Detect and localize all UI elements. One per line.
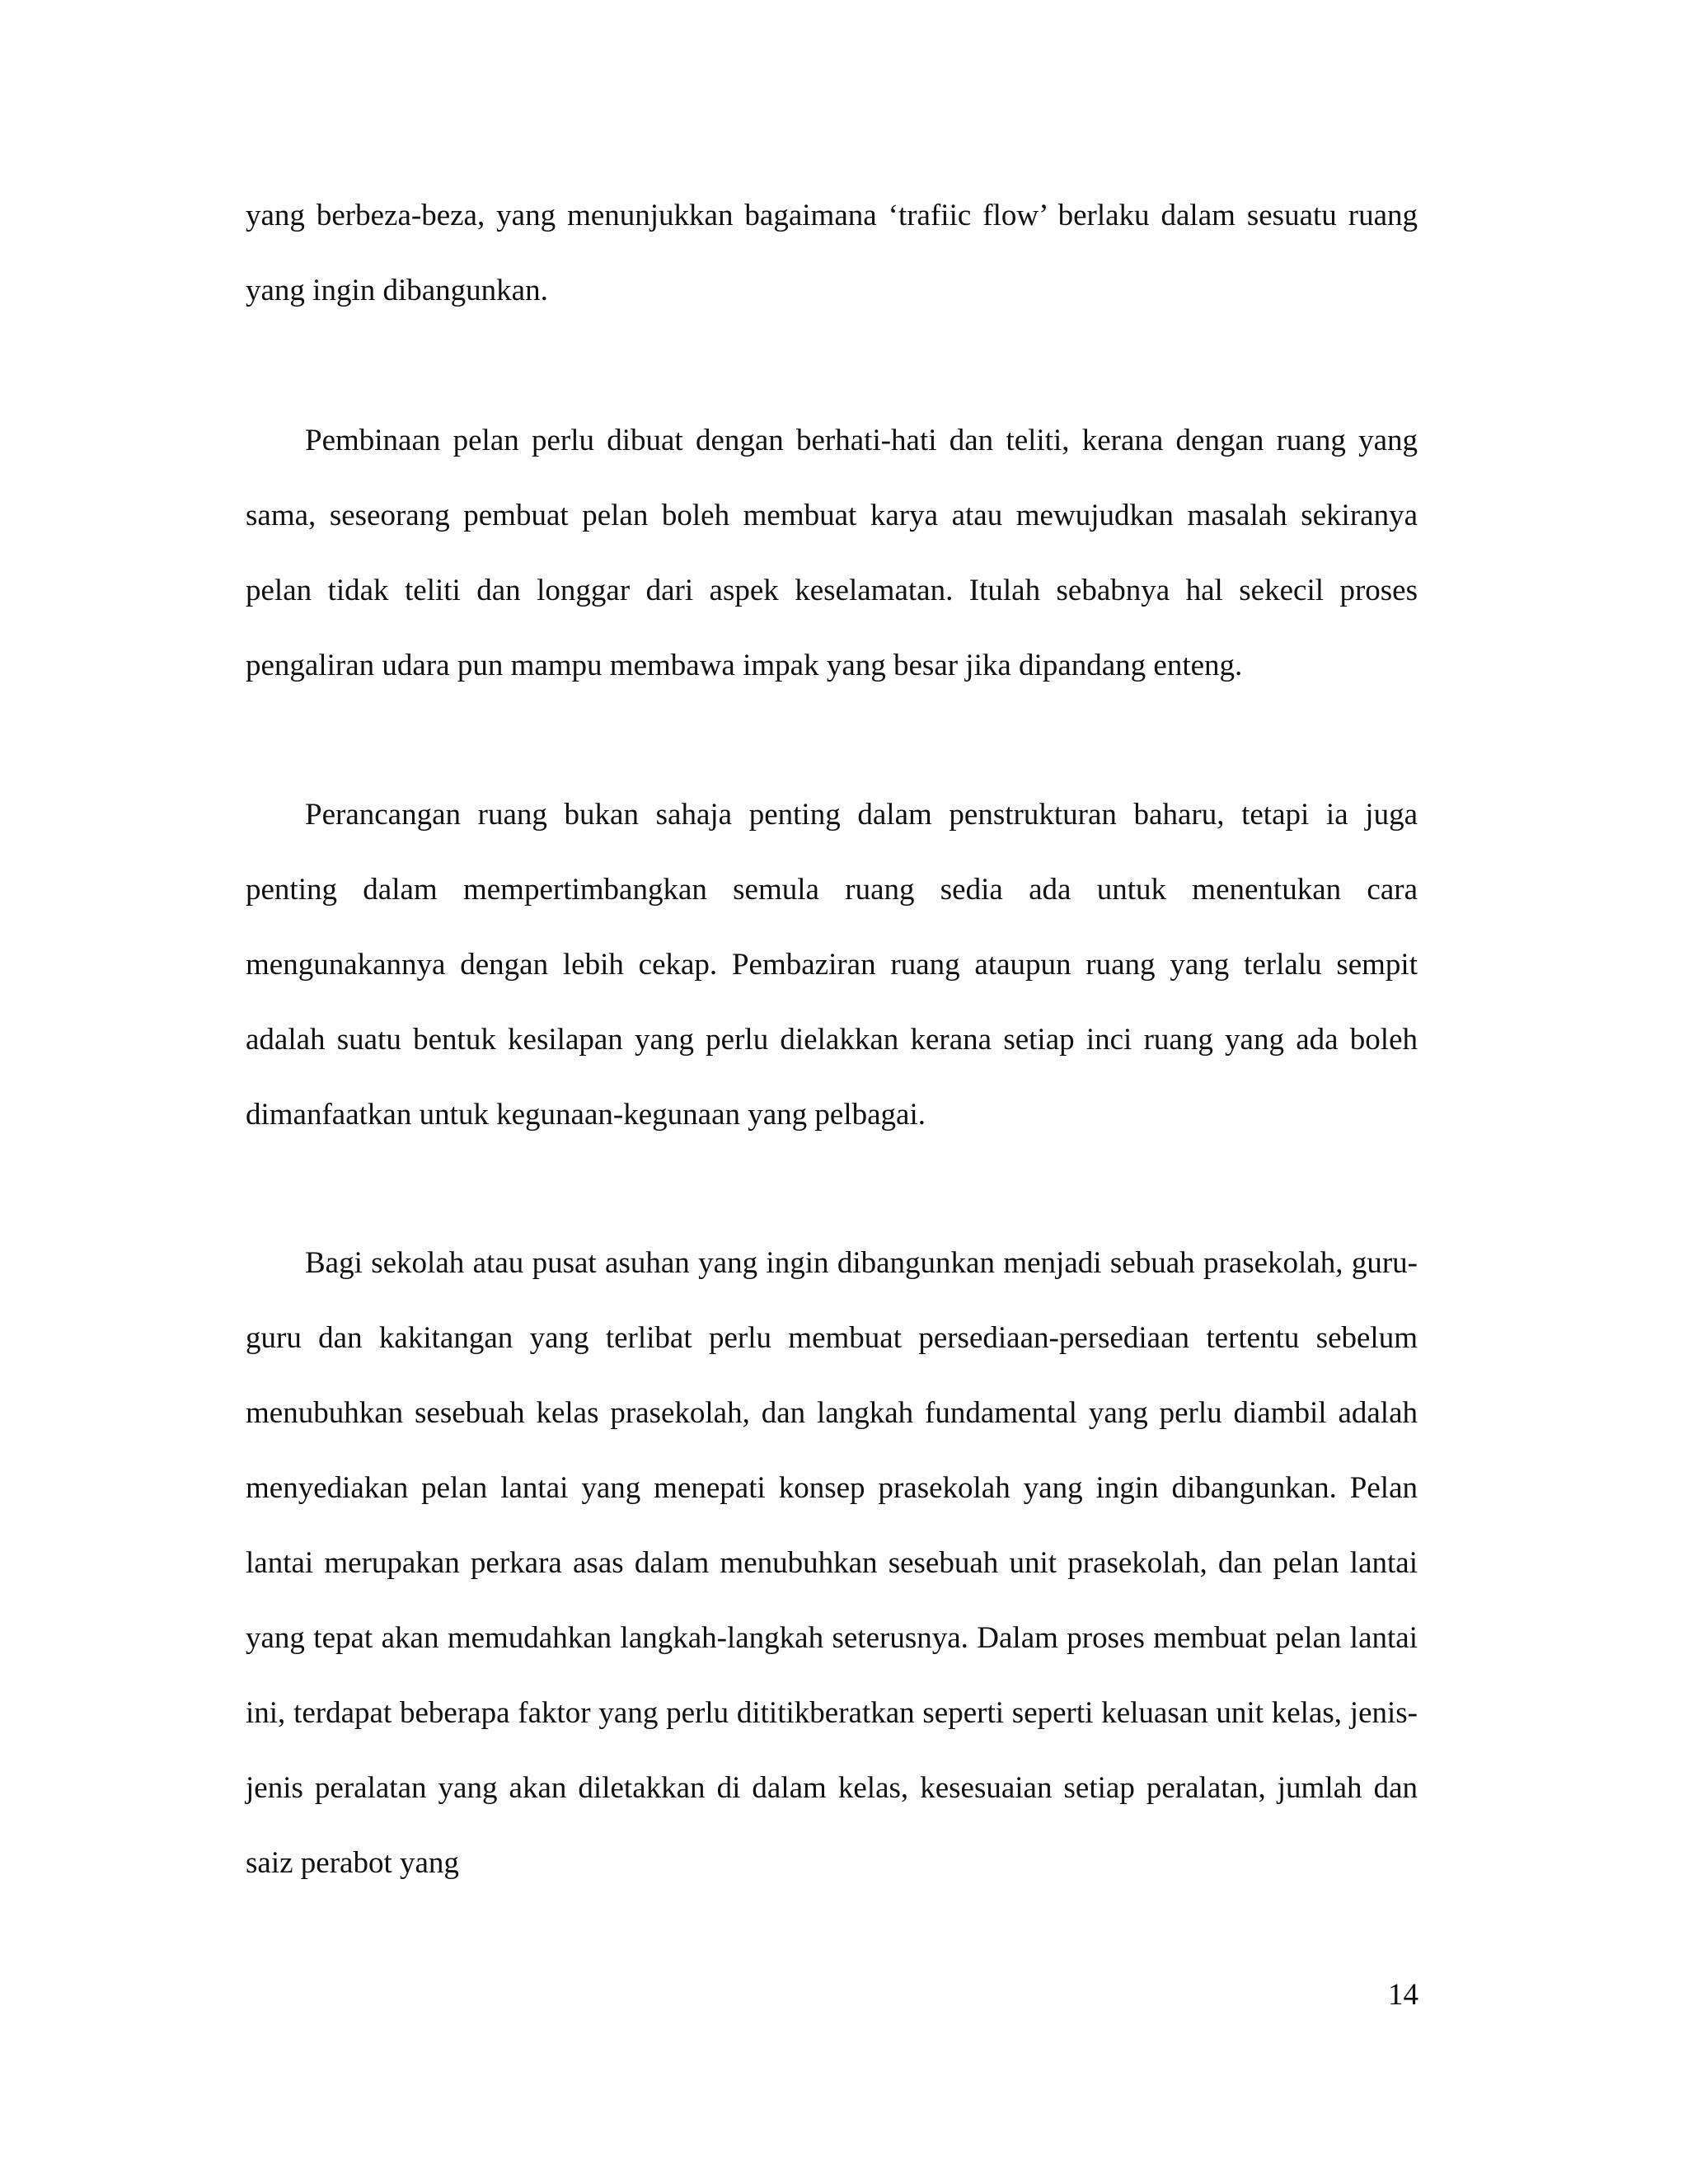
paragraph-bagi-sekolah: Bagi sekolah atau pusat asuhan yang ingin dibangunkan menjadi sebuah prasekolah, guru-guru dan kakitangan yang terlibat perlu membuat persediaan-persediaan tertentu sebelum menubuhkan sesebuah kelas prasekolah, dan langkah fundamental yang perlu diambil adalah menyediakan pelan lantai yang menepati konsep prasekolah yang ingin dibangunkan. Pelan lantai merupakan perkara asas dalam menubuhkan sesebuah unit prasekolah, dan pelan lantai yang tepat akan memudahkan langkah-langkah seterusnya. Dalam proses membuat pelan lantai ini, terdapat beberapa faktor yang perlu dititikberatkan seperti seperti keluasan unit kelas, jenis-jenis peralatan yang akan diletakkan di dalam kelas, kesesuaian setiap peralatan, jumlah dan saiz perabot yang [246, 1246, 1418, 1880]
page-number: 14 [1388, 1978, 1418, 2012]
paragraph-perancangan-ruang: Perancangan ruang bukan sahaja penting dalam penstrukturan baharu, tetapi ia juga penting dalam mempertimbangkan semula ruang sedia ada untuk menentukan cara mengunakannya dengan lebih cekap. Pembaziran ruang ataupun ruang yang terlalu sempit adalah suatu bentuk kesilapan yang perlu dielakkan kerana setiap inci ruang yang ada boleh dimanfaatkan untuk kegunaan-kegunaan yang pelbagai. [246, 798, 1418, 1132]
paragraph-pembinaan-pelan: Pembinaan pelan perlu dibuat dengan berhati-hati dan teliti, kerana dengan ruang yang sama, seseorang pembuat pelan boleh membuat karya atau mewujudkan masalah sekiranya pelan tidak teliti dan longgar dari aspek keselamatan. Itulah sebabnya hal sekecil proses pengaliran udara pun mampu membawa impak yang besar jika dipandang enteng. [246, 424, 1418, 682]
paragraph-continuation: yang berbeza-beza, yang menunjukkan bagaimana ‘trafiic flow’ berlaku dalam sesuatu ruang yang ingin dibangunkan. [246, 199, 1418, 307]
